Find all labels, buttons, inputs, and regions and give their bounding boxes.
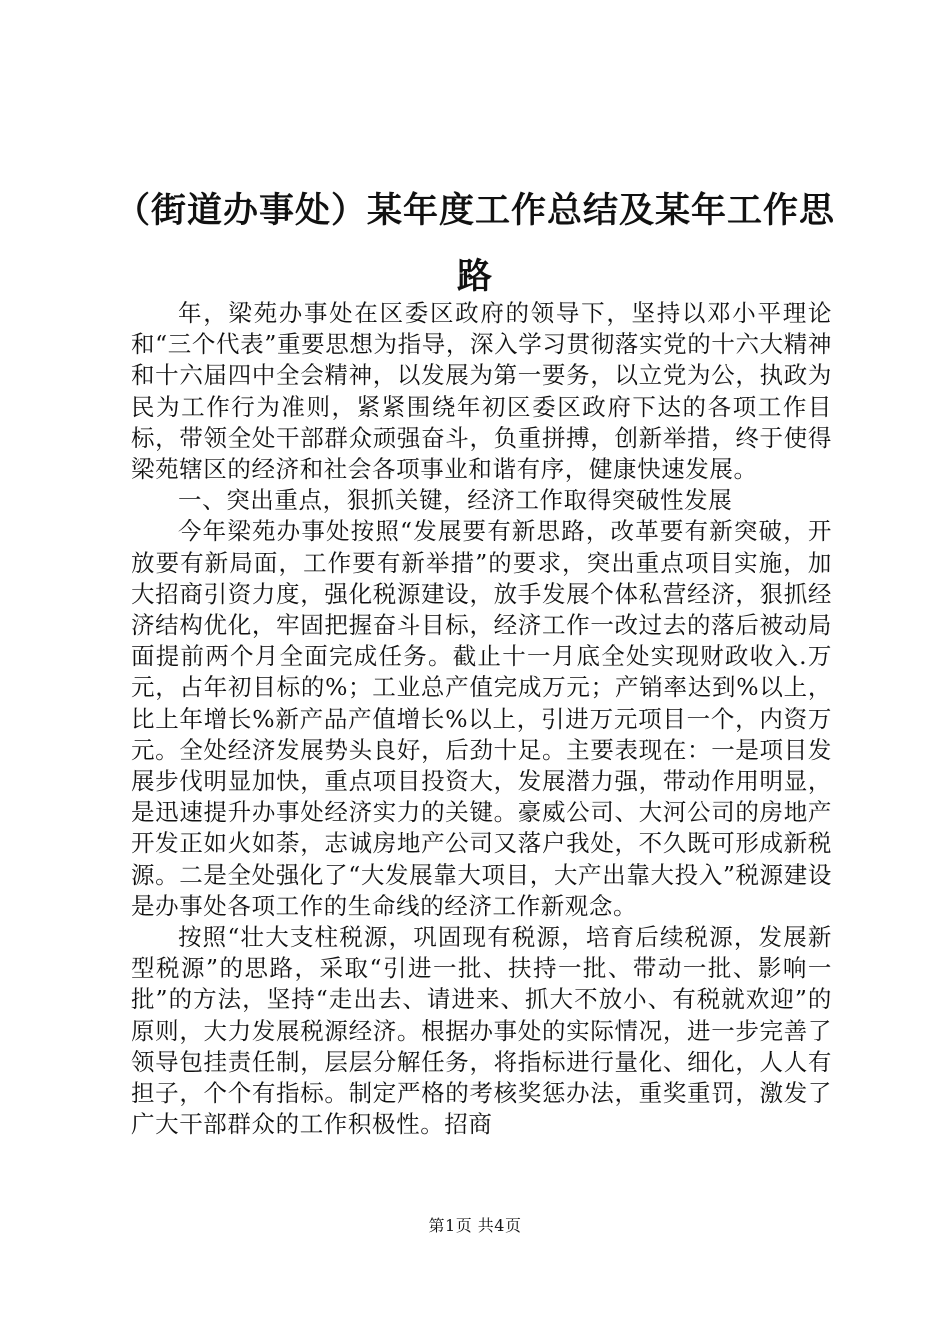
body-paragraph: 今年梁苑办事处按照“发展要有新思路，改革要有新突破，开放要有新局面，工作要有新举措”的要求，突出重点项目实施，加大招商引资力度，强化税源建设，放手发展个体私营经济，狠抓经济结构优化，牢固把握奋斗目标，经济工作一改过去的落后被动局面提前两个月全面完成任务。截止十一月底全处实现财政收入.万元，占年初目标的%；工业总产值完成万元；产销率达到%以上，比上年增长%新产品产值增长%以上，引进万元项目一个，内资万元。全处经济发展势头良好，后劲十足。主要表现在：一是项目发展步伐明显加快，重点项目投资大，发展潜力强，带动作用明显，是迅速提升办事处经济实力的关键。豪威公司、大河公司的房地产开发正如火如荼，志诚房地产公司又落户我处，不久既可形成新税源。二是全处强化了“大发展靠大项目，大产出靠大投入”税源建设是办事处各项工作的生命线的经济工作新观念。 [131, 517, 832, 920]
page-footer: 第1页 共4页 [428, 1216, 522, 1235]
document-title: （街道办事处）某年度工作总结及某年工作思路 [114, 190, 835, 297]
section-heading: 一、突出重点，狠抓关键，经济工作取得突破性发展 [178, 486, 733, 515]
body-paragraph: 年，梁苑办事处在区委区政府的领导下，坚持以邓小平理论和“三个代表”重要思想为指导，深入学习贯彻落实党的十六大精神和十六届四中全会精神，以发展为第一要务，以立党为公，执政为民为工作行为准则，紧紧围绕年初区委区政府下达的各项工作目标，带领全处干部群众顽强奋斗，负重拼搏，创新举措，终于使得梁苑辖区的经济和社会各项事业和谐有序，健康快速发展。 [131, 299, 832, 484]
document-body [131, 298, 832, 1140]
body-paragraph: 按照“壮大支柱税源，巩固现有税源，培育后续税源，发展新型税源”的思路，采取“引进一批、扶持一批、带动一批、影响一批”的方法，坚持“走出去、请进来、抓大不放小、有税就欢迎”的原则，大力发展税源经济。根据办事处的实际情况，进一步完善了领导包挂责任制，层层分解任务，将指标进行量化、细化，人人有担子，个个有指标。制定严格的考核奖惩办法，重奖重罚，激发了广大干部群众的工作积极性。招商 [131, 923, 832, 1139]
